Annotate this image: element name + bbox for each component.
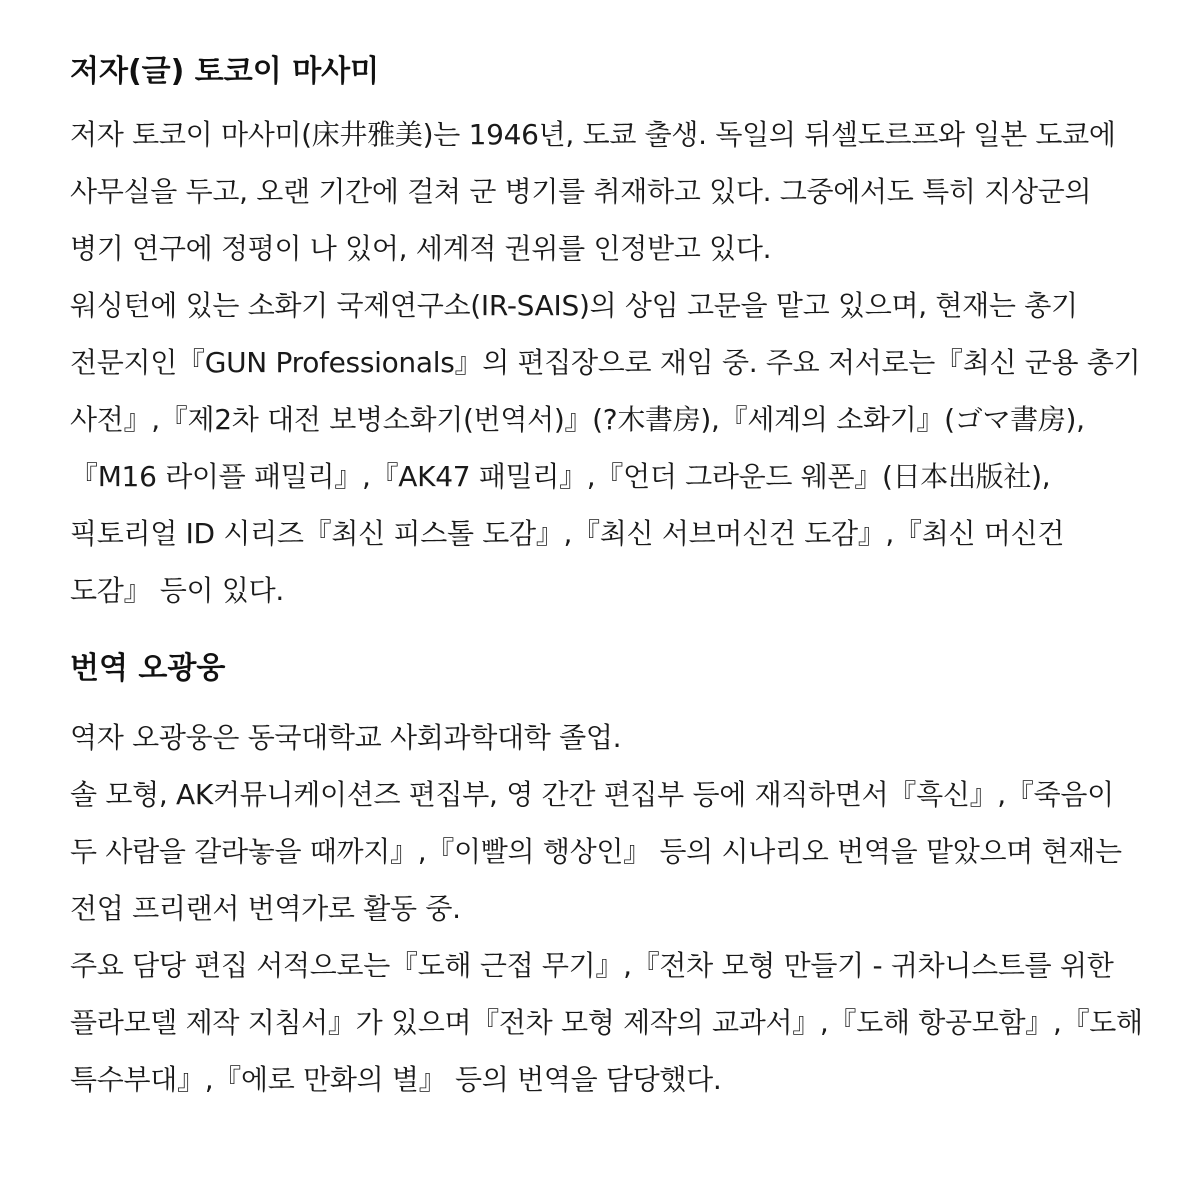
author-works-paragraph: 워싱턴에 있는 소화기 국제연구소(IR-SAIS)의 상임 고문을 맡고 있으며, 현재는 총기 전문지인『GUN Professionals』의 편집장으로 재임 중. 주요 저서로는『최신 군용 총기 사전』,『제2차 대전 보병소화기(번역서)』(?木書房),『세계의 소화기』(ゴマ書房),『M16 라이플 패밀리』,『AK47 패밀리』,『언더 그라운드 웨폰』(日本出版社), 픽토리얼 ID 시리즈『최신 피스톨 도감』,『최신 서브머신건 도감』,『최신 머신건 도감』 등이 있다.: [70, 289, 1141, 607]
translator-heading: 번역 오광웅: [70, 651, 226, 686]
author-section: [70, 44, 1145, 619]
translator-section: [70, 641, 1145, 1108]
translator-education-paragraph: 역자 오광웅은 동국대학교 사회과학대학 졸업.: [70, 721, 622, 754]
author-heading: 저자(글) 토코이 마사미: [70, 54, 380, 89]
author-bio-paragraph: 저자 토코이 마사미(床井雅美)는 1946년, 도쿄 출생. 독일의 뒤셀도르프와 일본 도쿄에 사무실을 두고, 오랜 기간에 걸쳐 군 병기를 취재하고 있다. 그중에서도 특히 지상군의 병기 연구에 정평이 나 있어, 세계적 권위를 인정받고 있다.: [70, 118, 1116, 265]
translator-works-paragraph: 주요 담당 편집 서적으로는『도해 근접 무기』,『전차 모형 만들기 - 귀차니스트를 위한 플라모델 제작 지침서』가 있으며『전차 모형 제작의 교과서』,『도해 항공모함』,『도해 특수부대』,『에로 만화의 별』 등의 번역을 담당했다.: [70, 949, 1143, 1096]
translator-career-paragraph: 솔 모형, AK커뮤니케이션즈 편집부, 영 간간 편집부 등에 재직하면서『흑신』,『죽음이 두 사람을 갈라놓을 때까지』,『이빨의 행상인』 등의 시나리오 번역을 맡았으며 현재는 전업 프리랜서 번역가로 활동 중.: [70, 778, 1122, 925]
book-info-page: [70, 44, 1145, 1108]
